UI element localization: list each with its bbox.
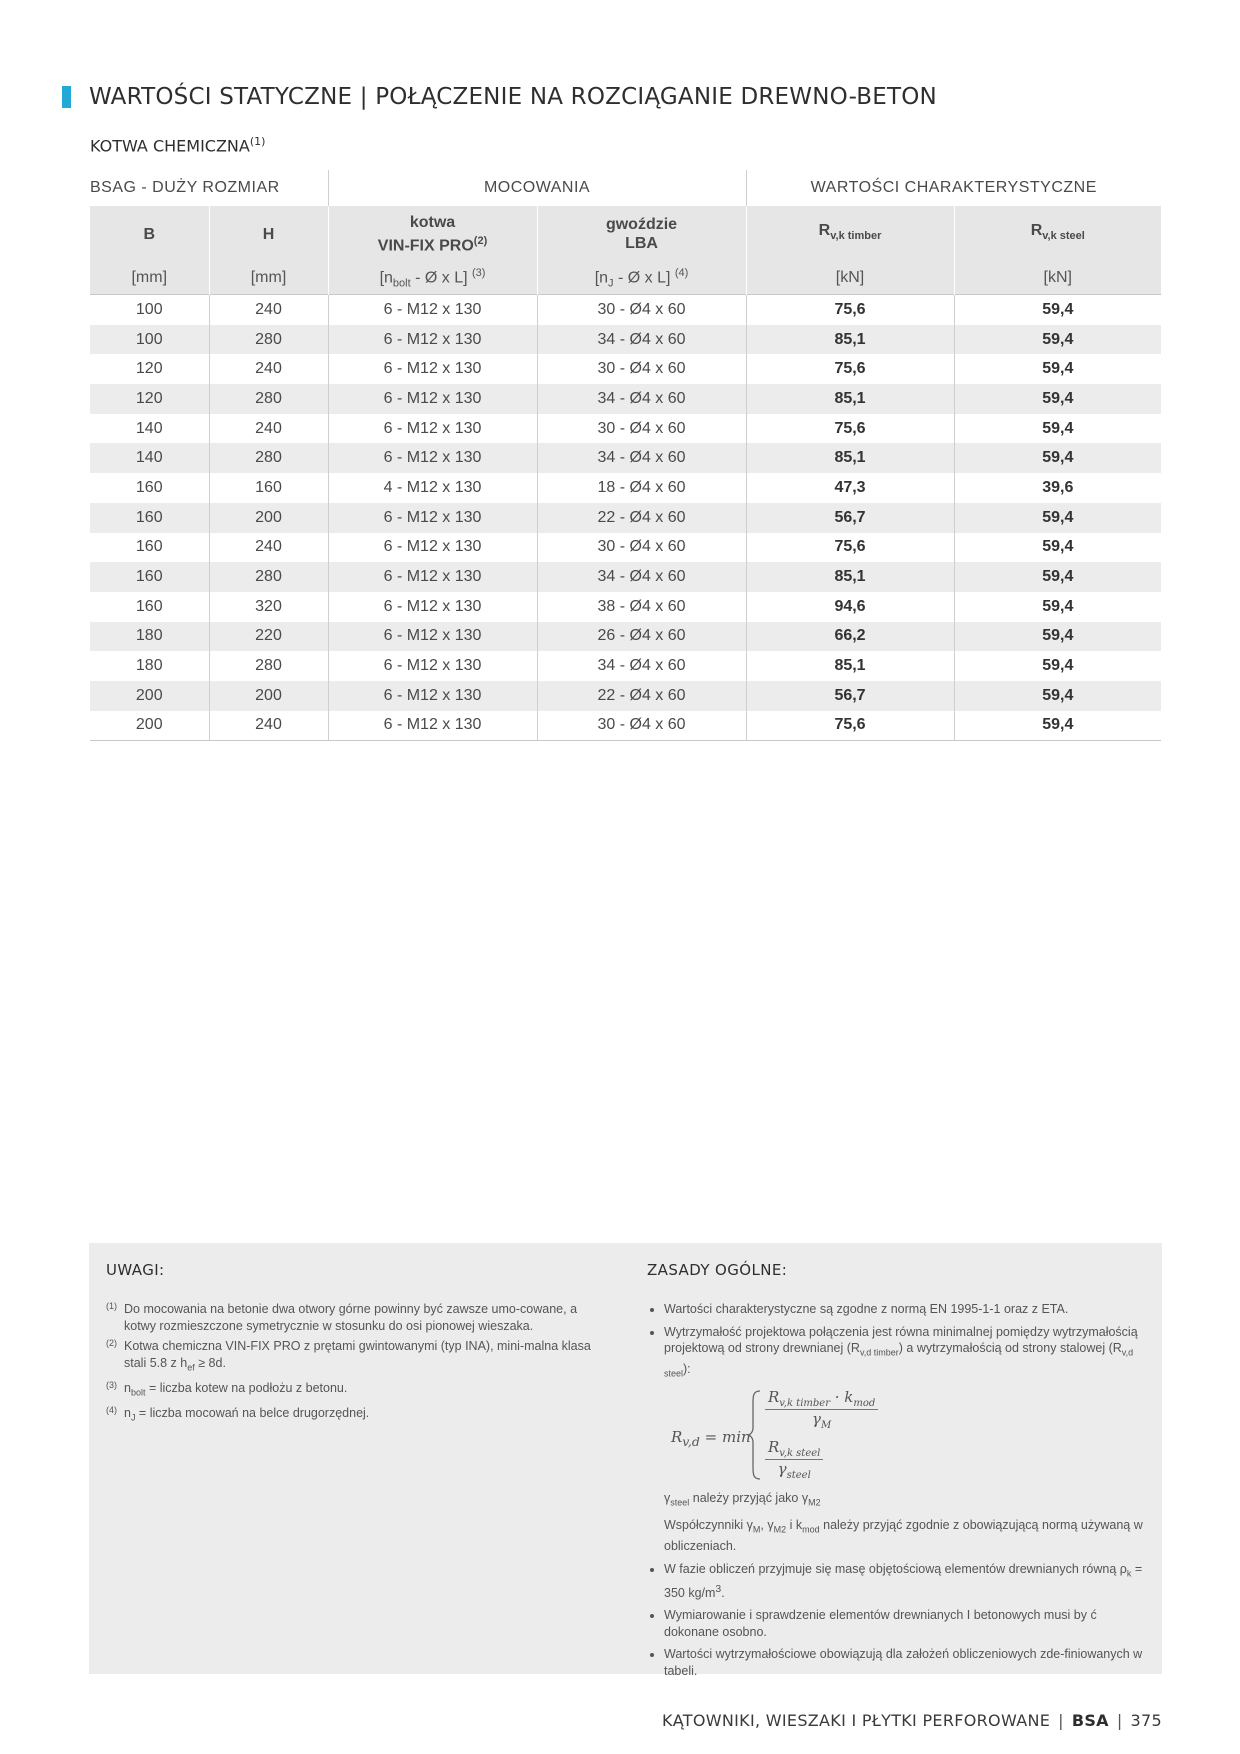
coef-sub1: M	[752, 1524, 761, 1535]
col-r-timber	[746, 206, 954, 262]
footnote-3	[106, 1380, 601, 1401]
principle-3-c: .	[721, 1585, 725, 1600]
unit-nails-sub: J	[608, 277, 614, 290]
table-row	[90, 651, 1161, 681]
principles-column	[647, 1261, 1147, 1685]
cell-r-timber: 75,6	[746, 711, 954, 741]
footnote-mark: (3)	[106, 1379, 117, 1390]
formula-lhs-r: R	[671, 1428, 683, 1446]
page-title: WARTOŚCI STATYCZNE | POŁĄCZENIE NA ROZCIĄGANIE DREWNO-BETON	[89, 84, 937, 110]
cell-r-timber: 75,6	[746, 295, 954, 325]
table-row	[90, 414, 1161, 444]
col-nails	[537, 206, 746, 262]
coef-sub3: mod	[802, 1524, 820, 1535]
numerator-sub2: mod	[853, 1398, 876, 1409]
cell-anchor: 6 - M12 x 130	[328, 295, 537, 325]
group-header-fasteners: MOCOWANIA	[328, 170, 746, 206]
cell-h: 280	[209, 384, 328, 414]
col-r-steel	[954, 206, 1161, 262]
title-accent-bar	[62, 86, 71, 108]
col-nails-line1: gwoździe	[605, 216, 678, 233]
table-row	[90, 533, 1161, 563]
subtitle-note: (1)	[249, 135, 266, 148]
cell-anchor: 6 - M12 x 130	[328, 651, 537, 681]
cell-nails: 34 - Ø4 x 60	[537, 651, 746, 681]
cell-nails: 30 - Ø4 x 60	[537, 295, 746, 325]
section-subtitle	[90, 135, 265, 155]
values-table-wrap	[90, 170, 1161, 741]
notes-panel	[89, 1243, 1162, 1678]
principle-3-sub: k	[1126, 1568, 1132, 1578]
cell-r-steel: 59,4	[954, 711, 1161, 741]
cell-h: 240	[209, 711, 328, 741]
cell-anchor: 6 - M12 x 130	[328, 711, 537, 741]
principle-3	[664, 1561, 1147, 1602]
values-table	[90, 170, 1161, 741]
unit-r-steel: [kN]	[954, 262, 1161, 295]
unit-nails-note: (4)	[674, 266, 689, 279]
unit-h: [mm]	[209, 262, 328, 295]
cell-h: 240	[209, 354, 328, 384]
footnote-mark: (2)	[106, 1338, 117, 1348]
numerator-r: R	[768, 1438, 780, 1456]
cell-h: 280	[209, 562, 328, 592]
cell-r-steel: 59,4	[954, 384, 1161, 414]
principles-list	[647, 1301, 1147, 1382]
cell-anchor: 6 - M12 x 130	[328, 443, 537, 473]
footnote-sub: J	[130, 1412, 136, 1422]
cell-anchor: 6 - M12 x 130	[328, 592, 537, 622]
cell-anchor: 6 - M12 x 130	[328, 325, 537, 355]
unit-nails	[537, 262, 746, 295]
table-row	[90, 354, 1161, 384]
cell-r-timber: 85,1	[746, 562, 954, 592]
table-row	[90, 384, 1161, 414]
principle-2-c: ):	[683, 1362, 691, 1376]
cell-r-steel: 59,4	[954, 562, 1161, 592]
footnote-text: Do mocowania na betonie dwa otwory górne powinny być zawsze umo-cowane, a kotwy rozmieszczone symetrycznie w stosunku do osi pionowej wieszaka.	[124, 1302, 578, 1333]
table-row	[90, 562, 1161, 592]
cell-r-timber: 75,6	[746, 414, 954, 444]
footnote-1	[106, 1301, 601, 1334]
fraction-numerator	[765, 1438, 823, 1460]
table-row	[90, 325, 1161, 355]
group-header-row	[90, 170, 1161, 206]
footer-product: BSA	[1071, 1711, 1109, 1730]
footnote-4	[106, 1405, 601, 1426]
table-row	[90, 711, 1161, 741]
cell-anchor: 6 - M12 x 130	[328, 384, 537, 414]
cell-h: 240	[209, 414, 328, 444]
cell-b: 160	[135, 597, 163, 615]
cell-nails: 30 - Ø4 x 60	[537, 533, 746, 563]
cell-nails: 22 - Ø4 x 60	[537, 681, 746, 711]
table-row	[90, 443, 1161, 473]
coef-b: , γ	[760, 1518, 774, 1532]
cell-anchor: 6 - M12 x 130	[328, 562, 537, 592]
formula-fraction-steel	[765, 1438, 823, 1481]
fraction-denominator	[765, 1410, 878, 1431]
principle-3-sup: 3	[715, 1583, 722, 1595]
cell-r-timber: 75,6	[746, 533, 954, 563]
cell-nails: 34 - Ø4 x 60	[537, 325, 746, 355]
cell-h: 280	[209, 443, 328, 473]
cell-b: 180	[135, 657, 163, 675]
cell-nails: 34 - Ø4 x 60	[537, 443, 746, 473]
cell-r-steel: 59,4	[954, 622, 1161, 652]
footnote-pre: n	[124, 1405, 131, 1420]
cell-h: 220	[209, 622, 328, 652]
denominator-gamma: γ	[812, 1410, 821, 1428]
numerator-sub: v,k steel	[779, 1448, 821, 1459]
cell-h: 320	[209, 592, 328, 622]
table-row	[90, 681, 1161, 711]
footnote-text: Kotwa chemiczna VIN-FIX PRO z prętami gwintowanymi (typ INA), mini-malna klasa stali 5.8 z h	[124, 1339, 591, 1370]
coef-d: należy przyjąć zgodnie z obowiązującą normą używaną w obliczeniach.	[664, 1518, 1143, 1553]
cell-r-steel: 59,4	[954, 503, 1161, 533]
cell-r-timber: 56,7	[746, 503, 954, 533]
col-b: B	[90, 206, 209, 262]
cell-nails: 34 - Ø4 x 60	[537, 384, 746, 414]
notes-column	[106, 1261, 601, 1430]
fraction-numerator	[765, 1388, 878, 1410]
cell-b: 140	[135, 419, 163, 437]
denominator-sub: M	[821, 1420, 832, 1431]
cell-h: 240	[209, 295, 328, 325]
cell-r-steel: 59,4	[954, 354, 1161, 384]
cell-anchor: 6 - M12 x 130	[328, 414, 537, 444]
fraction-denominator	[765, 1460, 823, 1481]
cell-r-steel: 59,4	[954, 651, 1161, 681]
cell-anchor: 6 - M12 x 130	[328, 622, 537, 652]
footnote-sub: ef	[187, 1362, 195, 1372]
unit-anchor	[328, 262, 537, 295]
col-r-timber-sub: v,k timber	[830, 230, 882, 243]
col-anchor-line2: VIN-FIX PRO	[377, 237, 474, 255]
cell-b: 120	[135, 360, 163, 378]
cell-r-steel: 59,4	[954, 592, 1161, 622]
cell-r-timber: 85,1	[746, 384, 954, 414]
formula-lhs-min: = min	[699, 1428, 751, 1446]
formula	[647, 1388, 1147, 1484]
table-body	[90, 295, 1161, 741]
col-anchor	[328, 206, 537, 262]
principle-2-b: ) a wytrzymałością od strony stalowej (R	[898, 1341, 1122, 1355]
cell-r-steel: 59,4	[954, 295, 1161, 325]
col-r-steel-label: R	[1030, 222, 1043, 240]
cell-nails: 18 - Ø4 x 60	[537, 473, 746, 503]
denominator-gamma: γ	[777, 1460, 787, 1478]
col-nails-line2: LBA	[625, 235, 658, 252]
cell-r-timber: 47,3	[746, 473, 954, 503]
unit-nails-pre: [n	[594, 269, 609, 287]
principle-1: • Wartości charakterystyczne są zgodne z normą EN 1995-1-1 oraz z ETA.	[664, 1301, 1147, 1318]
footnote-mark: (1)	[106, 1301, 117, 1311]
numerator-k: · k	[829, 1388, 854, 1406]
col-h: H	[209, 206, 328, 262]
cell-r-steel: 59,4	[954, 325, 1161, 355]
cell-b: 160	[135, 538, 163, 556]
cell-r-timber: 94,6	[746, 592, 954, 622]
unit-anchor-sub: bolt	[392, 277, 411, 290]
subtitle-text: KOTWA CHEMICZNA	[90, 136, 250, 156]
unit-anchor-pre: [n	[379, 269, 393, 287]
footnote-text: = liczba kotew na podłożu z betonu.	[145, 1380, 348, 1395]
denominator-sub: steel	[786, 1470, 811, 1481]
cell-h: 200	[209, 503, 328, 533]
group-header-size: BSAG - DUŻY ROZMIAR	[90, 179, 280, 196]
footnote-sub: bolt	[130, 1387, 146, 1397]
cell-b: 100	[90, 295, 209, 325]
cell-b: 200	[90, 711, 209, 741]
column-header-row	[90, 206, 1161, 262]
page-title-row	[62, 84, 937, 110]
cell-anchor: 6 - M12 x 130	[328, 681, 537, 711]
table-row	[90, 622, 1161, 652]
formula-lhs-sub: v,d	[682, 1434, 700, 1449]
unit-anchor-note: (3)	[472, 266, 486, 279]
cell-nails: 30 - Ø4 x 60	[537, 711, 746, 741]
numerator-r: R	[768, 1388, 780, 1406]
gamma-sub2: M2	[808, 1497, 821, 1508]
notes-heading: UWAGI:	[106, 1261, 165, 1279]
principle-2-sub1: v,d timber	[859, 1347, 899, 1358]
cell-b: 120	[90, 384, 209, 414]
cell-r-timber: 85,1	[746, 651, 954, 681]
col-r-timber-label: R	[818, 222, 831, 240]
footer-section: KĄTOWNIKI, WIESZAKI I PŁYTKI PERFOROWANE	[662, 1711, 1051, 1730]
cell-h: 200	[209, 681, 328, 711]
cell-nails: 30 - Ø4 x 60	[537, 414, 746, 444]
principle-2-a: Wytrzymałość projektowa połączenia jest równa minimalnej pomiędzy wytrzymałością projektową od strony drewnianej (R	[664, 1324, 1138, 1355]
principle-2-sub2: v,d steel	[664, 1347, 1134, 1379]
footnote-mark: (4)	[106, 1404, 117, 1415]
gamma-sub: steel	[670, 1497, 690, 1508]
unit-row	[90, 262, 1161, 295]
cell-r-timber: 66,2	[746, 622, 954, 652]
cell-r-timber: 56,7	[746, 681, 954, 711]
cell-b: 200	[90, 681, 209, 711]
cell-r-steel: 39,6	[954, 473, 1161, 503]
cell-b: 140	[90, 443, 209, 473]
cell-r-steel: 59,4	[954, 443, 1161, 473]
coefficients-note	[647, 1517, 1147, 1555]
footer-separator: |	[1116, 1711, 1123, 1730]
table-row	[90, 503, 1161, 533]
cell-anchor: 6 - M12 x 130	[328, 503, 537, 533]
footnote-text: = liczba mocowań na belce drugorzędnej.	[135, 1405, 370, 1420]
principles-heading: ZASADY OGÓLNE:	[647, 1261, 788, 1279]
footnote-2	[106, 1338, 601, 1376]
cell-r-steel: 59,4	[954, 533, 1161, 563]
principle-3-a: W fazie obliczeń przyjmuje się masę objętościową elementów drewnianych równą ρ	[664, 1561, 1127, 1576]
cell-anchor: 4 - M12 x 130	[328, 473, 537, 503]
coef-a: Współczynniki γ	[664, 1518, 753, 1532]
unit-r-timber: [kN]	[746, 262, 954, 295]
page-footer	[662, 1711, 1162, 1730]
principles-list-2	[647, 1561, 1147, 1680]
footnote-pre: n	[124, 1380, 131, 1395]
cell-r-timber: 85,1	[746, 325, 954, 355]
unit-nails-post: - Ø x L]	[613, 269, 671, 287]
col-anchor-line1: kotwa	[409, 213, 456, 231]
cell-anchor: 6 - M12 x 130	[328, 354, 537, 384]
coef-c: i k	[786, 1518, 803, 1532]
principle-3-b: = 350 kg/m	[664, 1561, 1143, 1600]
table-row	[90, 295, 1161, 325]
group-header-values: WARTOŚCI CHARAKTERYSTYCZNE	[746, 170, 1161, 206]
formula-fraction-timber	[765, 1388, 878, 1431]
cell-h: 280	[209, 325, 328, 355]
principle-4: • Wymiarowanie i sprawdzenie elementów drewnianych I betonowych musi by ć dokonane osobno.	[664, 1607, 1147, 1640]
gamma-a: γ	[664, 1491, 671, 1505]
cell-nails: 30 - Ø4 x 60	[537, 354, 746, 384]
cell-b: 160	[90, 503, 209, 533]
cell-nails: 34 - Ø4 x 60	[537, 562, 746, 592]
col-anchor-note: (2)	[473, 234, 488, 247]
cell-b: 180	[90, 622, 209, 652]
cell-r-steel: 59,4	[954, 681, 1161, 711]
table-row	[90, 592, 1161, 622]
gamma-note	[647, 1490, 1147, 1511]
coef-sub2: M2	[773, 1524, 787, 1535]
cell-nails: 38 - Ø4 x 60	[537, 592, 746, 622]
col-r-steel-sub: v,k steel	[1042, 230, 1085, 243]
principle-5: • Wartości wytrzymałościowe obowiązują dla założeń obliczeniowych zde-finiowanych w tabeli.	[664, 1646, 1147, 1679]
footnote-text-after: ≥ 8d.	[194, 1355, 226, 1370]
footer-page-number: 375	[1130, 1711, 1162, 1730]
numerator-sub: v,k timber	[779, 1398, 830, 1409]
unit-b: [mm]	[90, 262, 209, 295]
cell-nails: 26 - Ø4 x 60	[537, 622, 746, 652]
formula-brace	[747, 1390, 761, 1480]
table-row	[90, 473, 1161, 503]
cell-r-steel: 59,4	[954, 414, 1161, 444]
gamma-b: należy przyjąć jako γ	[689, 1491, 809, 1505]
unit-anchor-post: - Ø x L]	[410, 269, 468, 287]
cell-h: 280	[209, 651, 328, 681]
cell-nails: 22 - Ø4 x 60	[537, 503, 746, 533]
cell-b: 160	[90, 562, 209, 592]
principle-2	[664, 1324, 1147, 1383]
cell-b: 160	[135, 478, 163, 496]
formula-lhs	[671, 1428, 751, 1449]
cell-h: 160	[209, 473, 328, 503]
cell-r-timber: 75,6	[746, 354, 954, 384]
cell-b: 100	[90, 325, 209, 355]
cell-anchor: 6 - M12 x 130	[328, 533, 537, 563]
cell-r-timber: 85,1	[746, 443, 954, 473]
footer-separator: |	[1058, 1711, 1064, 1730]
cell-h: 240	[209, 533, 328, 563]
